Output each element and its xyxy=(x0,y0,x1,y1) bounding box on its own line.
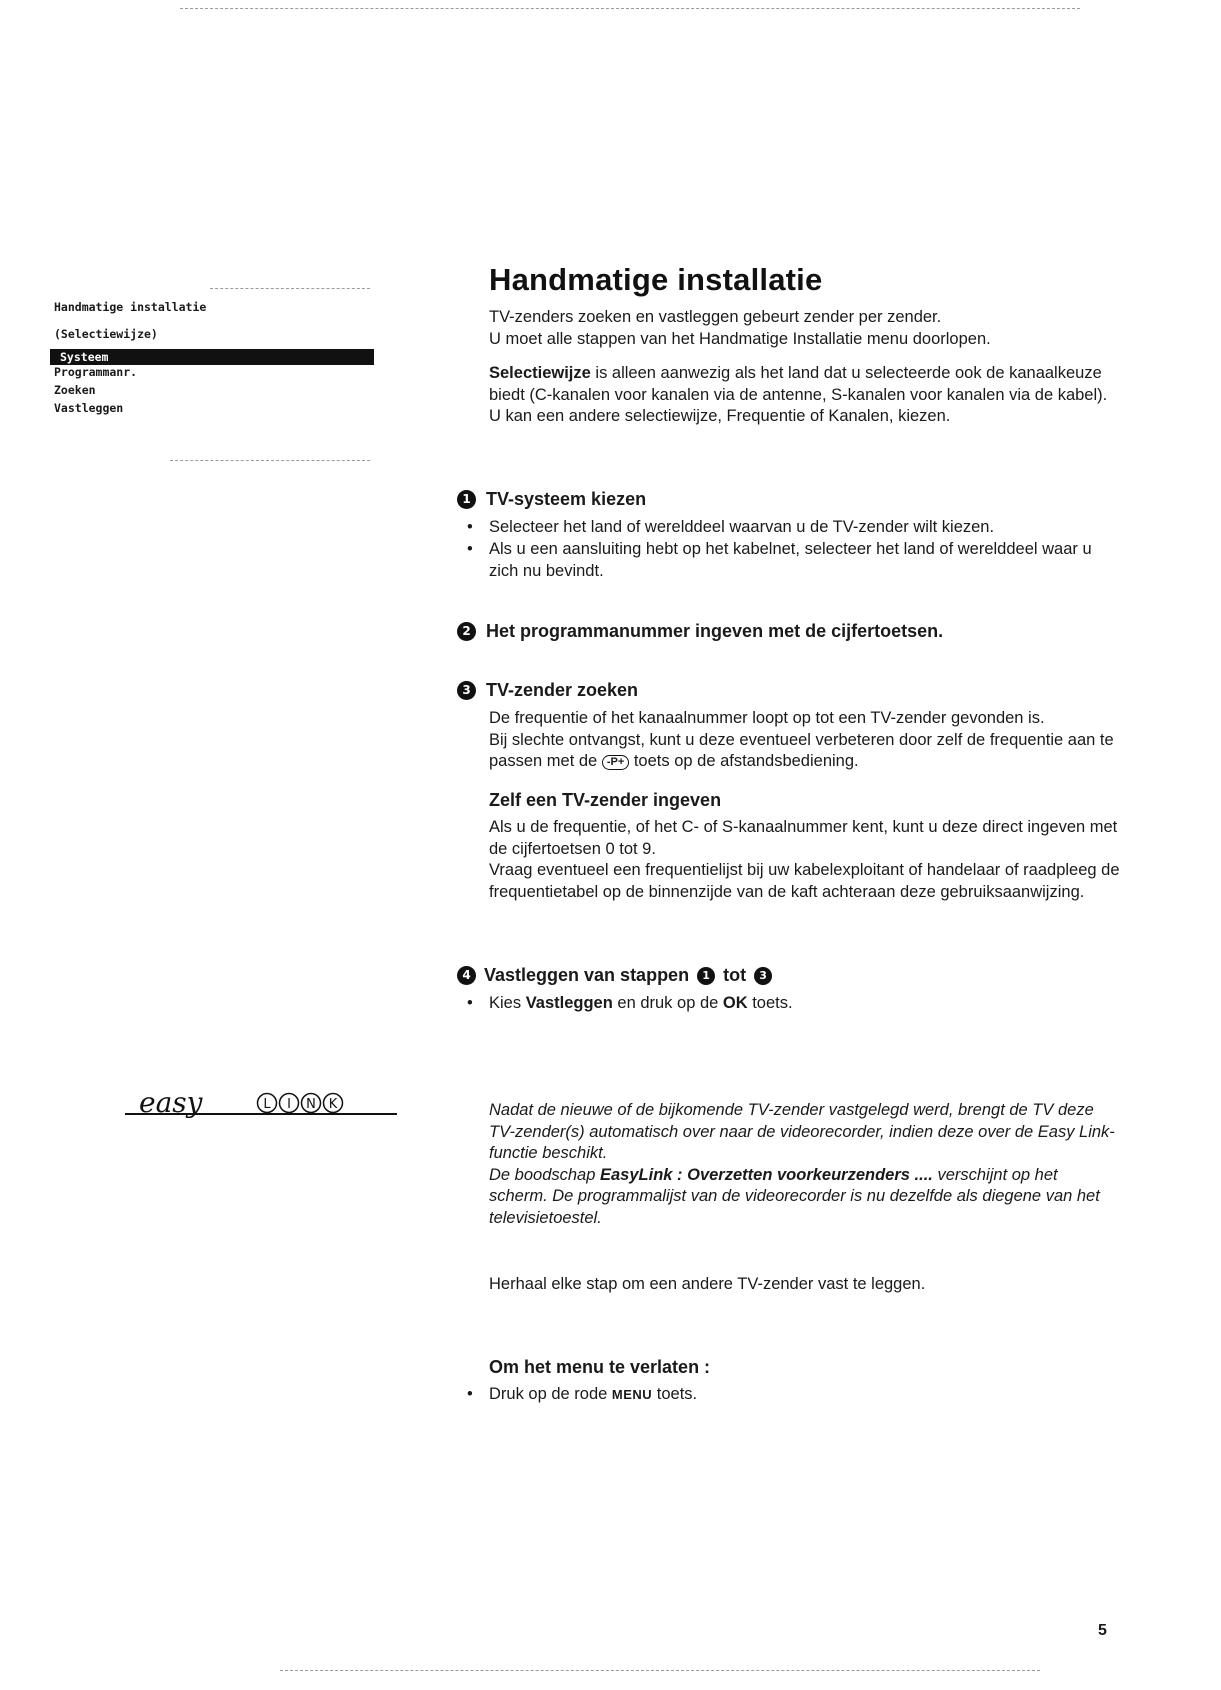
osd-menu xyxy=(50,290,374,460)
easylink-paragraph-2: De boodschap EasyLink : Overzetten voorkeurzenders .... verschijnt op het scherm. De programmalijst van de videorecorder is nu dezelfde als diegene van het televisietoestel. xyxy=(489,1165,1100,1227)
scan-artifact-top xyxy=(180,8,1080,9)
osd-title: Handmatige installatie xyxy=(54,300,207,314)
osd-selected-item[interactable]: Systeem xyxy=(50,349,374,365)
intro-line-1: TV-zenders zoeken en vastleggen gebeurt zender per zender. xyxy=(489,308,942,326)
step-4-bullet: • Kies Vastleggen en druk op de OK toets. xyxy=(467,994,793,1012)
osd-item-vastleggen[interactable]: Vastleggen xyxy=(54,401,124,415)
easylink-script: easy xyxy=(139,1088,203,1119)
step-ref-3-icon: 3 xyxy=(754,967,772,985)
easylink-letter-i: I xyxy=(287,1097,291,1112)
easylink-letter-k: K xyxy=(328,1097,338,1112)
step-4-heading: 4 Vastleggen van stappen 1 tot 3 xyxy=(457,965,772,986)
step-2-number-icon: 2 xyxy=(457,622,476,641)
step-1-bullet-1: • Selecteer het land of werelddeel waarvan u de TV-zender wilt kiezen. xyxy=(467,518,995,536)
osd-frame-bottom xyxy=(170,460,370,461)
intro-line-2: U moet alle stappen van het Handmatige Installatie menu doorlopen. xyxy=(489,329,991,348)
easylink-letter-l: L xyxy=(263,1097,271,1112)
easylink-paragraph-1: Nadat de nieuwe of de bijkomende TV-zender vastgelegd werd, brengt de TV deze TV-zender(s) automatisch over naar de videorecorder, indien deze over de Easy Link-functie beschikt. xyxy=(489,1101,1115,1162)
easylink-logo-svg xyxy=(125,1088,405,1138)
step-4-number-icon: 4 xyxy=(457,966,476,985)
easylink-logo xyxy=(125,1088,405,1138)
step-3-sub-paragraph-1: Als u de frequentie, of het C- of S-kanaalnummer kent, kunt u deze direct ingeven met de cijfertoetsen 0 tot 9. xyxy=(489,818,1118,858)
step-1-bullet-2: • Als u een aansluiting hebt op het kabelnet, selecteer het land of werelddeel waar u zich nu bevindt. xyxy=(467,540,1092,580)
repeat-instruction: Herhaal elke stap om een andere TV-zender vast te leggen. xyxy=(489,1275,926,1293)
step-1-heading: 1 TV-systeem kiezen xyxy=(457,489,646,510)
program-key-icon: -P+ xyxy=(602,755,629,770)
osd-subtitle: (Selectiewijze) xyxy=(54,327,158,341)
step-ref-1-icon: 1 xyxy=(697,967,715,985)
osd-item-programmanr[interactable]: Programmanr. xyxy=(54,365,138,379)
step-3-paragraph-1: De frequentie of het kanaalnummer loopt op tot een TV-zender gevonden is. xyxy=(489,709,1045,727)
step-1-number-icon: 1 xyxy=(457,490,476,509)
step-3-heading: 3 TV-zender zoeken xyxy=(457,680,638,701)
selection-line-2: U kan een andere selectiewijze, Frequentie of Kanalen, kiezen. xyxy=(489,407,951,425)
step-3-paragraph-2: Bij slechte ontvangst, kunt u deze eventueel verbeteren door zelf de frequentie aan te passen met de -P+ toets op de afstandsbediening. xyxy=(489,730,1114,770)
page-number: 5 xyxy=(1098,1622,1107,1639)
step-3-subheading: Zelf een TV-zender ingeven xyxy=(489,790,722,810)
selection-paragraph: Selectiewijze is alleen aanwezig als het land dat u selecteerde ook de kanaalkeuze biedt (C-kanalen voor kanalen via de antenne, S-kanalen voor kanalen via de kabel). xyxy=(489,364,1108,404)
step-2-heading: 2 Het programmanummer ingeven met de cijfertoetsen. xyxy=(457,621,943,642)
step-3-sub-paragraph-2: Vraag eventueel een frequentielijst bij uw kabelexploitant of handelaar of raadpleeg de frequentietabel op de binnenzijde van de kaft achteraan deze gebruiksaanwijzing. xyxy=(489,861,1120,901)
step-3-number-icon: 3 xyxy=(457,681,476,700)
scan-artifact-bottom xyxy=(280,1670,1040,1671)
osd-item-zoeken[interactable]: Zoeken xyxy=(54,383,96,397)
selection-term: Selectiewijze xyxy=(489,364,591,382)
menu-key: MENU xyxy=(611,1387,653,1402)
page-title: Handmatige installatie xyxy=(489,262,823,297)
exit-heading: Om het menu te verlaten : xyxy=(489,1357,711,1377)
exit-bullet: • Druk op de rode MENU toets. xyxy=(467,1385,698,1403)
osd-frame-top xyxy=(210,288,370,289)
easylink-letter-n: N xyxy=(306,1097,316,1112)
